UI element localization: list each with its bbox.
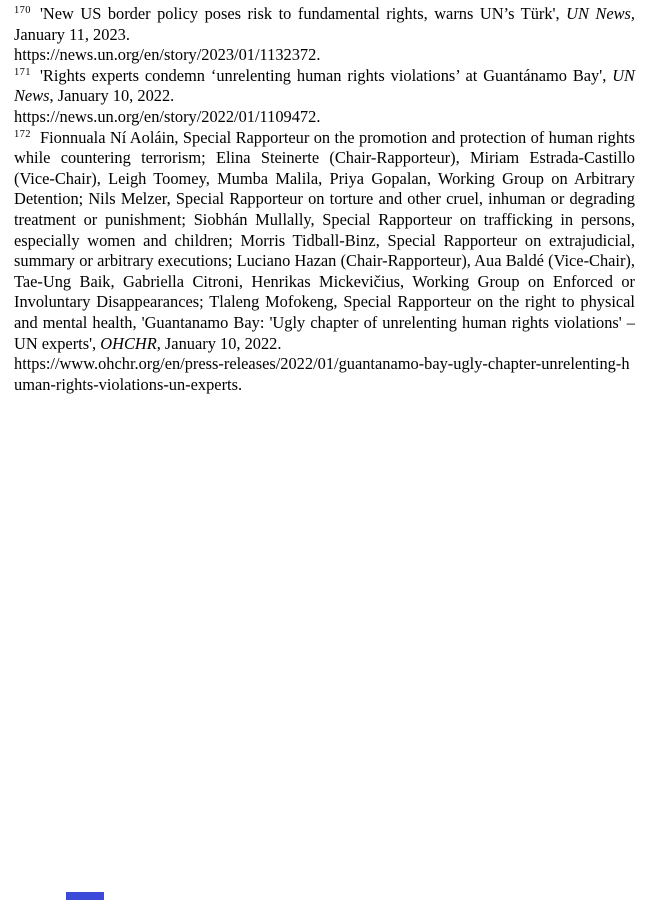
footnote-171-source-name: UN News xyxy=(14,65,635,106)
footnote-172-number: 172 xyxy=(14,128,31,140)
footnote-170-number: 170 xyxy=(14,5,31,16)
footnote-170-url: https://news.un.org/en/story/2023/01/1132372. xyxy=(14,45,321,65)
footnote-171-url: https://news.un.org/en/story/2022/01/1109472. xyxy=(14,106,321,126)
footnote-171-citation-date: , January 10, 2022. xyxy=(49,86,175,106)
footnote-172-citation-text: Fionnuala Ní Aoláin, Special Rapporteur on the promotion and protection of human rights while countering terrorism; Elina Steinerte (Chair-Rapporteur), Miriam Estrada-Castillo (Vice-Chair), Leigh Toomey, Mumba Malila, Priya Gopalan, Working Group on Arbitrary Detention; Nils Melzer, Special Rapporteur on torture and other cruel, inhuman or degrading treatment or punishment; Siobhán Mullally, Special Rapporteur on trafficking in persons, especially women and children; Morris Tidball-Binz, Special Rapporteur on extrajudicial, summary or arbitrary executions; Luciano Hazan (Chair-Rapporteur), Aua Baldé (Vice-Chair), Tae-Ung Baik, Gabriella Citroni, Henrikas Mickevičius, Working Group on Enforced or Involuntary Disappearances; Tlaleng Mofokeng, Special Rapporteur on the right to physical and mental health, 'Guantanamo Bay: 'Ugly chapter of unrelenting human rights violations' – UN experts', xyxy=(14,127,635,353)
footnote-171-citation-text: 'Rights experts condemn ‘unrelenting human rights violations’ at Guantánamo Bay', xyxy=(39,65,613,85)
footnote-172 xyxy=(14,128,635,355)
footnote-170-source-name: UN News, xyxy=(566,4,636,23)
footnote-172-url: https://www.ohchr.org/en/press-releases/2022/01/guantanamo-bay-ugly-chapter-unrelenting-human-rights-violations-un-experts. xyxy=(14,354,630,394)
footnote-171-number: 171 xyxy=(14,66,31,78)
footnote-170-citation-date: January 11, 2023. xyxy=(14,24,130,44)
blue-artifact-bar xyxy=(66,892,104,900)
footnote-170 xyxy=(14,4,635,45)
footnote-172-citation-date: , January 10, 2022. xyxy=(156,333,282,353)
footnote-172-source-name: OHCHR xyxy=(100,333,157,353)
footnote-171 xyxy=(14,66,635,107)
footnote-170-citation-text: 'New US border policy poses risk to fundamental rights, warns UN’s Türk', xyxy=(39,4,567,23)
